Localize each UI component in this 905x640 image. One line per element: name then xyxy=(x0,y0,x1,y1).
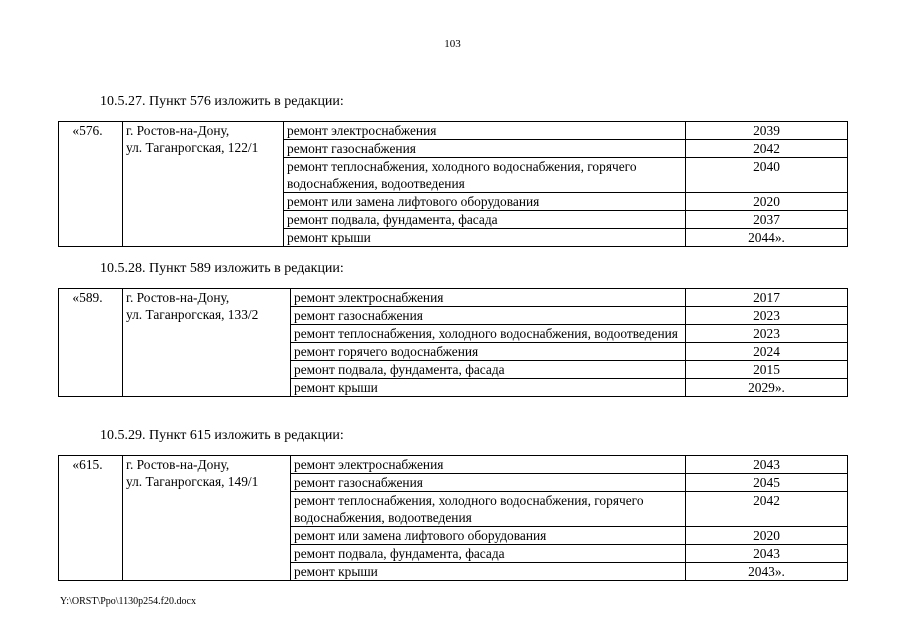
schedule-table xyxy=(58,121,848,247)
address-line: г. Ростов-на-Дону, xyxy=(126,123,230,138)
work-type: ремонт крыши xyxy=(284,229,686,247)
work-type: ремонт подвала, фундамента, фасада xyxy=(291,361,686,379)
year: 2023 xyxy=(686,307,848,325)
work-type: ремонт подвала, фундамента, фасада xyxy=(291,545,686,563)
work-type: ремонт электроснабжения xyxy=(291,289,686,307)
footer-file-path: Y:\ORST\Ppo\1130p254.f20.docx xyxy=(60,596,196,607)
work-type: ремонт электроснабжения xyxy=(284,122,686,140)
item-number: «589. xyxy=(59,289,123,397)
address-cell xyxy=(123,122,284,247)
section-heading: 10.5.27. Пункт 576 изложить в редакции: xyxy=(100,94,344,109)
year: 2020 xyxy=(686,527,848,545)
year: 2040 xyxy=(686,158,848,193)
address-line: ул. Таганрогская, 133/2 xyxy=(126,307,259,322)
work-type: ремонт или замена лифтового оборудования xyxy=(284,193,686,211)
year: 2042 xyxy=(686,140,848,158)
address-cell xyxy=(123,289,291,397)
work-type: ремонт электроснабжения xyxy=(291,456,686,474)
year: 2024 xyxy=(686,343,848,361)
item-number: «576. xyxy=(59,122,123,247)
work-type: ремонт теплоснабжения, холодного водоснабжения, горячего водоснабжения, водоотведения xyxy=(284,158,686,193)
year: 2044». xyxy=(686,229,848,247)
year: 2020 xyxy=(686,193,848,211)
address-line: ул. Таганрогская, 149/1 xyxy=(126,474,259,489)
work-type: ремонт газоснабжения xyxy=(291,474,686,492)
year: 2029». xyxy=(686,379,848,397)
address-line: г. Ростов-на-Дону, xyxy=(126,457,230,472)
year: 2045 xyxy=(686,474,848,492)
section-heading: 10.5.28. Пункт 589 изложить в редакции: xyxy=(100,261,344,276)
year: 2043». xyxy=(686,563,848,581)
address-line: г. Ростов-на-Дону, xyxy=(126,290,230,305)
schedule-table xyxy=(58,288,848,397)
table-row xyxy=(59,456,848,474)
work-type: ремонт крыши xyxy=(291,563,686,581)
year: 2043 xyxy=(686,545,848,563)
schedule-table xyxy=(58,455,848,581)
year: 2037 xyxy=(686,211,848,229)
work-type: ремонт или замена лифтового оборудования xyxy=(291,527,686,545)
year: 2042 xyxy=(686,492,848,527)
page-number: 103 xyxy=(444,38,461,50)
table-row xyxy=(59,289,848,307)
section-heading: 10.5.29. Пункт 615 изложить в редакции: xyxy=(100,428,344,443)
table-row xyxy=(59,122,848,140)
address-cell xyxy=(123,456,291,581)
work-type: ремонт подвала, фундамента, фасада xyxy=(284,211,686,229)
work-type: ремонт теплоснабжения, холодного водоснабжения, водоотведения xyxy=(291,325,686,343)
work-type: ремонт крыши xyxy=(291,379,686,397)
work-type: ремонт газоснабжения xyxy=(284,140,686,158)
year: 2039 xyxy=(686,122,848,140)
year: 2017 xyxy=(686,289,848,307)
year: 2015 xyxy=(686,361,848,379)
work-type: ремонт газоснабжения xyxy=(291,307,686,325)
address-line: ул. Таганрогская, 122/1 xyxy=(126,140,259,155)
item-number: «615. xyxy=(59,456,123,581)
year: 2043 xyxy=(686,456,848,474)
work-type: ремонт теплоснабжения, холодного водоснабжения, горячего водоснабжения, водоотведения xyxy=(291,492,686,527)
work-type: ремонт горячего водоснабжения xyxy=(291,343,686,361)
year: 2023 xyxy=(686,325,848,343)
